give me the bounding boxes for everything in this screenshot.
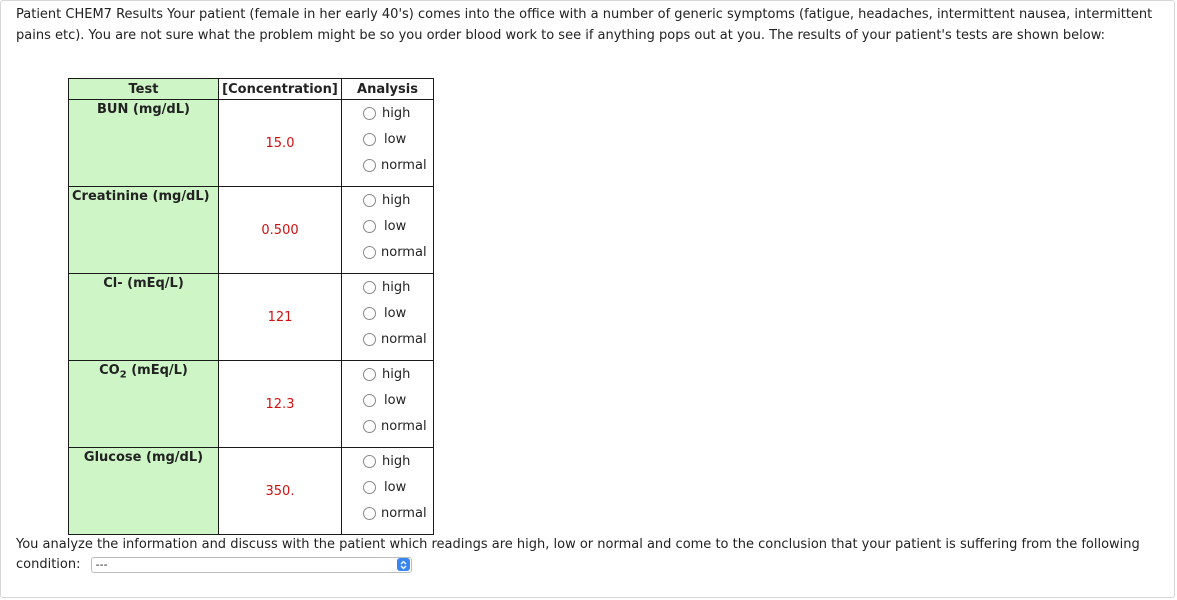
analysis-options — [342, 448, 434, 535]
option-low[interactable] — [342, 474, 431, 500]
condition-select[interactable] — [91, 557, 412, 573]
intro-paragraph: Patient CHEM7 Results Your patient (female in her early 40's) comes into the office with a number of generic symptoms (fatigue, headaches, intermittent nausea, intermittent pains etc). You are not sure what the problem might be so you order blood work to see if anything pops out at you. The results of your patient's tests are shown below: — [16, 7, 1153, 43]
test-name-subscript: 2 — [119, 369, 127, 381]
radio-button[interactable] — [363, 194, 376, 207]
radio-button[interactable] — [363, 159, 376, 172]
option-low[interactable] — [342, 387, 431, 413]
option-label: low — [384, 131, 407, 147]
option-low[interactable] — [342, 300, 431, 326]
option-label: low — [384, 305, 407, 321]
radio-button[interactable] — [363, 368, 376, 381]
option-normal[interactable] — [342, 326, 431, 352]
option-normal[interactable] — [342, 152, 431, 178]
conclusion-paragraph — [16, 535, 1166, 575]
conclusion-text: You analyze the information and discuss with the patient which readings are high, low or normal and come to the conclusion that your patient is suffering from the following condition: — [16, 537, 1140, 572]
option-high[interactable] — [342, 361, 431, 387]
option-label: high — [382, 192, 411, 208]
option-high[interactable] — [342, 274, 431, 300]
table-row — [69, 361, 434, 448]
concentration-value: 15.0 — [219, 100, 342, 187]
analysis-options — [342, 361, 434, 448]
header-test: Test — [69, 79, 219, 100]
radio-button[interactable] — [363, 333, 376, 346]
option-low[interactable] — [342, 213, 431, 239]
option-label: high — [382, 366, 411, 382]
concentration-value: 121 — [219, 274, 342, 361]
option-label: high — [382, 105, 411, 121]
test-name: Glucose (mg/dL) — [69, 448, 219, 535]
option-label: normal — [381, 244, 427, 260]
concentration-value: 0.500 — [219, 187, 342, 274]
radio-button[interactable] — [363, 307, 376, 320]
option-high[interactable] — [342, 448, 431, 474]
option-label: normal — [381, 505, 427, 521]
radio-button[interactable] — [363, 394, 376, 407]
header-analysis: Analysis — [342, 79, 434, 100]
option-high[interactable] — [342, 187, 431, 213]
condition-select-value: --- — [95, 557, 108, 571]
option-normal[interactable] — [342, 500, 431, 526]
header-concentration: [Concentration] — [219, 79, 342, 100]
radio-button[interactable] — [363, 107, 376, 120]
concentration-value: 350. — [219, 448, 342, 535]
radio-button[interactable] — [363, 246, 376, 259]
table-row — [69, 448, 434, 535]
radio-button[interactable] — [363, 420, 376, 433]
test-name: Cl- (mEq/L) — [69, 274, 219, 361]
radio-button[interactable] — [363, 481, 376, 494]
option-label: low — [384, 479, 407, 495]
concentration-value: 12.3 — [219, 361, 342, 448]
updown-chevron-icon — [397, 558, 410, 571]
analysis-options — [342, 274, 434, 361]
test-name — [69, 361, 219, 448]
test-name-suffix: (mEq/L) — [126, 363, 188, 378]
option-label: normal — [381, 331, 427, 347]
radio-button[interactable] — [363, 455, 376, 468]
radio-button[interactable] — [363, 220, 376, 233]
option-label: normal — [381, 157, 427, 173]
test-name-prefix: CO — [99, 363, 120, 378]
radio-button[interactable] — [363, 133, 376, 146]
analysis-options — [342, 187, 434, 274]
results-table — [68, 78, 434, 535]
test-name: BUN (mg/dL) — [69, 100, 219, 187]
table-row — [69, 187, 434, 274]
option-label: normal — [381, 418, 427, 434]
option-normal[interactable] — [342, 239, 431, 265]
analysis-options — [342, 100, 434, 187]
table-row — [69, 100, 434, 187]
option-normal[interactable] — [342, 413, 431, 439]
radio-button[interactable] — [363, 507, 376, 520]
option-label: high — [382, 279, 411, 295]
updown-chevron-glyph — [400, 560, 407, 570]
option-label: high — [382, 453, 411, 469]
radio-button[interactable] — [363, 281, 376, 294]
option-label: low — [384, 218, 407, 234]
test-name: Creatinine (mg/dL) — [69, 187, 219, 274]
table-row — [69, 274, 434, 361]
header-row — [69, 79, 434, 100]
option-low[interactable] — [342, 126, 431, 152]
option-high[interactable] — [342, 100, 431, 126]
option-label: low — [384, 392, 407, 408]
